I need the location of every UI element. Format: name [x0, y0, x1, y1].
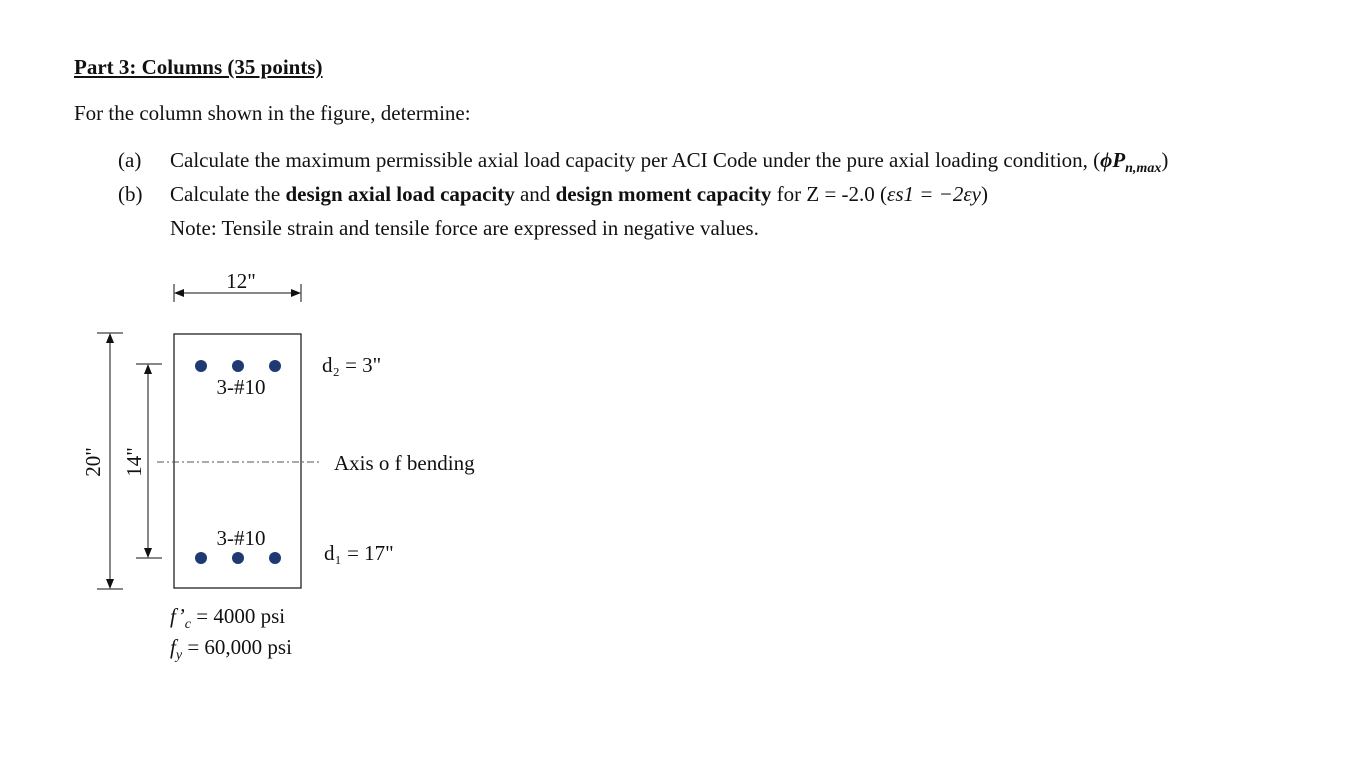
d2-label: d₂ = 3"	[322, 353, 382, 377]
rebar-bottom-3	[269, 552, 281, 564]
item-b-text-2: and	[514, 182, 556, 206]
item-b-close: )	[980, 182, 988, 206]
fy-symbol: f	[170, 635, 176, 659]
item-a-text: Calculate the maximum permissible axial load capacity per ACI Code under the pure axial loading condition, (	[170, 148, 1101, 172]
fc-value: = 4000 psi	[190, 604, 286, 628]
fy-value: = 60,000 psi	[182, 635, 292, 659]
fy-line	[170, 635, 292, 664]
fc-line	[170, 604, 285, 633]
fc-subscript: c	[184, 617, 191, 633]
d1-label: d₁ = 17"	[324, 541, 394, 565]
height-dimension-label: 20"	[81, 447, 105, 477]
item-b-bold-1: design axial load capacity	[285, 182, 515, 206]
bottom-bars-label: 3-#10	[216, 526, 266, 550]
item-b-label: (b)	[118, 182, 143, 206]
phi-symbol: ϕ	[1100, 148, 1113, 172]
p-subscript: n,max	[1125, 161, 1162, 177]
p-symbol: P	[1112, 148, 1126, 172]
height-dimension	[81, 333, 123, 589]
rebar-top-1	[195, 360, 207, 372]
strain-equation: εs1 = −2εy	[887, 182, 981, 206]
width-dimension-label: 12"	[226, 269, 256, 293]
bar-spacing-dimension	[122, 364, 162, 558]
top-bars-label: 3-#10	[216, 375, 266, 399]
rebar-top-2	[232, 360, 244, 372]
width-dimension	[174, 269, 301, 302]
intro-text: For the column shown in the figure, determine:	[74, 101, 471, 125]
bar-spacing-label: 14"	[122, 447, 146, 477]
fc-symbol: f’	[170, 604, 185, 628]
axis-of-bending-label: Axis o f bending	[334, 451, 475, 475]
item-a-close: )	[1161, 148, 1169, 172]
rebar-bottom-1	[195, 552, 207, 564]
rebar-bottom-2	[232, 552, 244, 564]
item-b-text-1: Calculate the	[170, 182, 286, 206]
section-heading: Part 3: Columns (35 points)	[74, 55, 323, 79]
note-text: Note: Tensile strain and tensile force are expressed in negative values.	[170, 216, 759, 240]
item-a-label: (a)	[118, 148, 142, 172]
rebar-top-3	[269, 360, 281, 372]
item-b-text-3: for Z = -2.0 (	[771, 182, 888, 206]
fy-subscript: y	[175, 648, 183, 664]
item-b-bold-2: design moment capacity	[555, 182, 772, 206]
